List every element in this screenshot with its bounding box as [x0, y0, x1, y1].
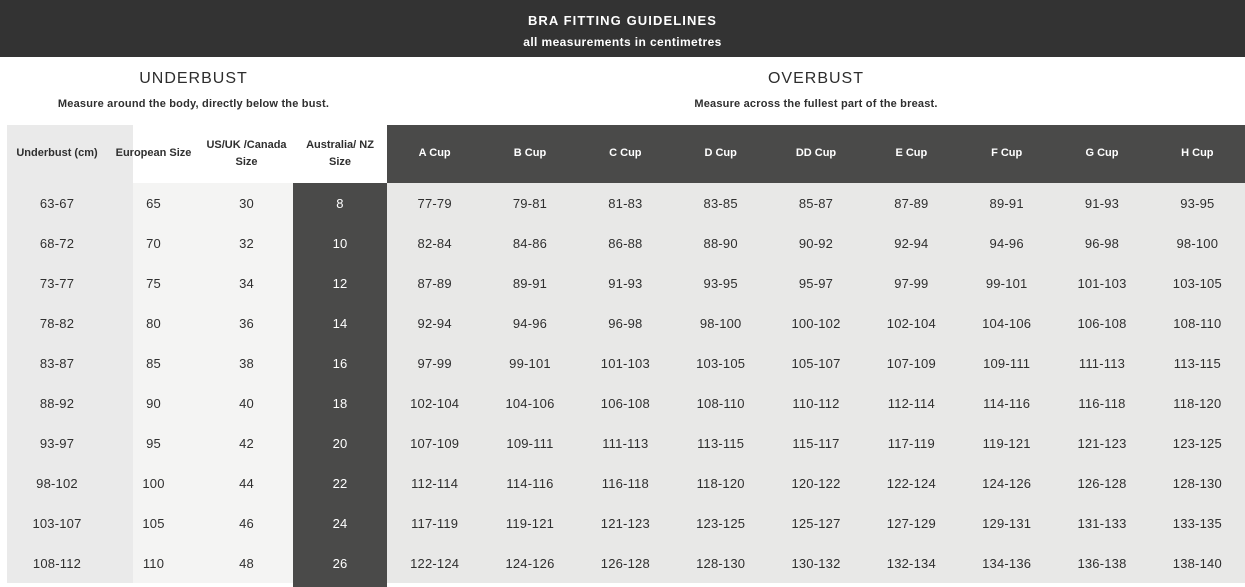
- table-cell: 97-99: [864, 263, 959, 303]
- table-cell: 131-133: [1054, 503, 1149, 543]
- table-cell: 130-132: [768, 543, 863, 583]
- table-cell: 124-126: [482, 543, 577, 583]
- column-header-label: B Cup: [513, 147, 547, 160]
- table-cell: 93-95: [1150, 183, 1245, 223]
- table-cell: 36: [200, 303, 293, 343]
- column-header-label: US/UK /Canada: [206, 138, 287, 151]
- table-bottom-spacer: [387, 583, 482, 587]
- table-cell: 107-109: [864, 343, 959, 383]
- table-cell: 116-118: [578, 463, 673, 503]
- table-cell: 97-99: [387, 343, 482, 383]
- table-cell: 133-135: [1150, 503, 1245, 543]
- column-header-f-cup: [959, 125, 1054, 183]
- column-header-dd-cup: [768, 125, 863, 183]
- table-cell: 124-126: [959, 463, 1054, 503]
- table-cell: 91-93: [1054, 183, 1149, 223]
- title-bar: [0, 0, 1245, 57]
- table-cell: 91-93: [578, 263, 673, 303]
- column-header-label: A Cup: [418, 147, 451, 160]
- column-header-label: Size: [235, 156, 258, 168]
- table-cell: 86-88: [578, 223, 673, 263]
- table-cell: 127-129: [864, 503, 959, 543]
- table-bottom-spacer: [200, 583, 293, 587]
- table-cell: 110-112: [768, 383, 863, 423]
- column-header-label: Underbust (cm): [16, 147, 98, 160]
- table-cell: 26: [293, 543, 387, 583]
- table-cell: 68-72: [7, 223, 133, 263]
- table-cell: 84-86: [482, 223, 577, 263]
- table-cell: 111-113: [1054, 343, 1149, 383]
- table-cell: 115-117: [768, 423, 863, 463]
- column-header-label: H Cup: [1181, 147, 1214, 160]
- table-cell: 138-140: [1150, 543, 1245, 583]
- table-cell: 90-92: [768, 223, 863, 263]
- table-cell: 104-106: [482, 383, 577, 423]
- column-header-us-uk-canada: [200, 125, 293, 183]
- table-cell: 20: [293, 423, 387, 463]
- column-header-b-cup: [482, 125, 577, 183]
- table-cell: 102-104: [864, 303, 959, 343]
- table-cell: 107-109: [387, 423, 482, 463]
- table-cell: 114-116: [959, 383, 1054, 423]
- column-header-label: D Cup: [704, 147, 737, 160]
- dark-column-bottom-stub: [293, 583, 387, 587]
- table-cell: 73-77: [7, 263, 133, 303]
- table-cell: 112-114: [387, 463, 482, 503]
- table-bottom-spacer: [578, 583, 673, 587]
- table-cell: 113-115: [673, 423, 768, 463]
- table-cell: 79-81: [482, 183, 577, 223]
- table-cell: 98-102: [7, 463, 133, 503]
- table-cell: 112-114: [864, 383, 959, 423]
- column-header-european-size: [115, 125, 200, 183]
- table-cell: 34: [200, 263, 293, 303]
- underbust-description: Measure around the body, directly below the bust.: [57, 98, 330, 110]
- section-underbust: [0, 57, 387, 125]
- table-cell: 108-110: [673, 383, 768, 423]
- table-cell: 98-100: [673, 303, 768, 343]
- table-cell: 134-136: [959, 543, 1054, 583]
- table-cell: 105-107: [768, 343, 863, 383]
- table-cell: 99-101: [959, 263, 1054, 303]
- table-cell: 123-125: [1150, 423, 1245, 463]
- section-overbust: [387, 57, 1245, 125]
- column-header-label: E Cup: [895, 147, 928, 160]
- table-bottom-spacer: [133, 583, 200, 587]
- column-header-label: European Size: [115, 147, 192, 160]
- table-cell: 96-98: [1054, 223, 1149, 263]
- table-cell: 93-95: [673, 263, 768, 303]
- column-header-label: G Cup: [1085, 147, 1119, 160]
- table-cell: 114-116: [482, 463, 577, 503]
- table-bottom-spacer: [7, 583, 133, 587]
- measurement-sections: [0, 57, 1245, 125]
- table-cell: 121-123: [1054, 423, 1149, 463]
- column-header-a-cup: [387, 125, 482, 183]
- column-header-e-cup: [864, 125, 959, 183]
- column-header-label: Australia/ NZ: [306, 138, 374, 151]
- table-cell: 129-131: [959, 503, 1054, 543]
- table-cell: 44: [200, 463, 293, 503]
- table-bottom-spacer: [959, 583, 1054, 587]
- column-header-c-cup: [578, 125, 673, 183]
- table-cell: 126-128: [578, 543, 673, 583]
- table-cell: 42: [200, 423, 293, 463]
- table-cell: 118-120: [1150, 383, 1245, 423]
- table-cell: 101-103: [578, 343, 673, 383]
- table-bottom-spacer: [864, 583, 959, 587]
- table-cell: 16: [293, 343, 387, 383]
- column-header-label: F Cup: [991, 147, 1023, 160]
- table-cell: 89-91: [482, 263, 577, 303]
- table-cell: 88-92: [7, 383, 133, 423]
- table-cell: 77-79: [387, 183, 482, 223]
- table-cell: 89-91: [959, 183, 1054, 223]
- table-cell: 113-115: [1150, 343, 1245, 383]
- column-header-d-cup: [673, 125, 768, 183]
- overbust-description: Measure across the fullest part of the breast.: [694, 98, 938, 110]
- column-header-australia-nz: [293, 125, 387, 183]
- table-cell: 98-100: [1150, 223, 1245, 263]
- table-cell: 48: [200, 543, 293, 583]
- table-cell: 85-87: [768, 183, 863, 223]
- column-header-label: Size: [328, 156, 351, 168]
- table-cell: 93-97: [7, 423, 133, 463]
- underbust-title: UNDERBUST: [139, 70, 248, 87]
- table-cell: 10: [293, 223, 387, 263]
- table-cell: 100-102: [768, 303, 863, 343]
- table-cell: 24: [293, 503, 387, 543]
- table-cell: 116-118: [1054, 383, 1149, 423]
- table-cell: 92-94: [864, 223, 959, 263]
- table-cell: 119-121: [482, 503, 577, 543]
- table-cell: 118-120: [673, 463, 768, 503]
- table-bottom-spacer: [1150, 583, 1245, 587]
- table-cell: 117-119: [864, 423, 959, 463]
- page-subtitle: all measurements in centimetres: [523, 35, 722, 49]
- table-cell: 87-89: [387, 263, 482, 303]
- table-cell: 128-130: [1150, 463, 1245, 503]
- table-cell: 125-127: [768, 503, 863, 543]
- table-bottom-spacer: [673, 583, 768, 587]
- table-cell: 108-110: [1150, 303, 1245, 343]
- table-cell: 87-89: [864, 183, 959, 223]
- table-cell: 8: [293, 183, 387, 223]
- table-cell: 109-111: [959, 343, 1054, 383]
- table-bottom-spacer: [482, 583, 577, 587]
- table-cell: 38: [200, 343, 293, 383]
- table-cell: 105: [133, 503, 200, 543]
- table-cell: 65: [133, 183, 200, 223]
- table-cell: 123-125: [673, 503, 768, 543]
- table-cell: 103-105: [1150, 263, 1245, 303]
- overbust-title: OVERBUST: [767, 70, 864, 87]
- table-cell: 88-90: [673, 223, 768, 263]
- table-cell: 22: [293, 463, 387, 503]
- table-cell: 82-84: [387, 223, 482, 263]
- table-cell: 18: [293, 383, 387, 423]
- table-cell: 106-108: [578, 383, 673, 423]
- table-cell: 99-101: [482, 343, 577, 383]
- table-cell: 75: [133, 263, 200, 303]
- table-cell: 85: [133, 343, 200, 383]
- table-cell: 110: [133, 543, 200, 583]
- table-cell: 92-94: [387, 303, 482, 343]
- table-cell: 117-119: [387, 503, 482, 543]
- table-cell: 95: [133, 423, 200, 463]
- column-header-label: C Cup: [609, 147, 642, 160]
- table-cell: 106-108: [1054, 303, 1149, 343]
- table-cell: 100: [133, 463, 200, 503]
- table-cell: 32: [200, 223, 293, 263]
- table-cell: 14: [293, 303, 387, 343]
- table-bottom-spacer: [1054, 583, 1149, 587]
- column-header-g-cup: [1054, 125, 1149, 183]
- column-header-label: DD Cup: [795, 147, 837, 160]
- table-cell: 12: [293, 263, 387, 303]
- table-cell: 83-87: [7, 343, 133, 383]
- table-cell: 101-103: [1054, 263, 1149, 303]
- table-cell: 78-82: [7, 303, 133, 343]
- table-bottom-spacer: [768, 583, 863, 587]
- table-cell: 103-105: [673, 343, 768, 383]
- table-cell: 132-134: [864, 543, 959, 583]
- column-header-underbust-cm: [7, 125, 133, 183]
- table-cell: 126-128: [1054, 463, 1149, 503]
- table-cell: 103-107: [7, 503, 133, 543]
- column-header-h-cup: [1150, 125, 1245, 183]
- table-cell: 122-124: [864, 463, 959, 503]
- table-cell: 109-111: [482, 423, 577, 463]
- size-table: [7, 125, 1245, 587]
- table-cell: 90: [133, 383, 200, 423]
- table-cell: 120-122: [768, 463, 863, 503]
- table-cell: 128-130: [673, 543, 768, 583]
- table-cell: 122-124: [387, 543, 482, 583]
- table-cell: 94-96: [482, 303, 577, 343]
- table-cell: 121-123: [578, 503, 673, 543]
- table-cell: 70: [133, 223, 200, 263]
- table-cell: 30: [200, 183, 293, 223]
- table-cell: 80: [133, 303, 200, 343]
- table-cell: 46: [200, 503, 293, 543]
- table-cell: 95-97: [768, 263, 863, 303]
- table-cell: 63-67: [7, 183, 133, 223]
- table-cell: 96-98: [578, 303, 673, 343]
- table-cell: 108-112: [7, 543, 133, 583]
- table-cell: 102-104: [387, 383, 482, 423]
- table-cell: 104-106: [959, 303, 1054, 343]
- page-title: BRA FITTING GUIDELINES: [527, 13, 718, 28]
- table-cell: 111-113: [578, 423, 673, 463]
- table-cell: 119-121: [959, 423, 1054, 463]
- table-cell: 136-138: [1054, 543, 1149, 583]
- table-cell: 40: [200, 383, 293, 423]
- table-cell: 81-83: [578, 183, 673, 223]
- table-cell: 83-85: [673, 183, 768, 223]
- table-cell: 94-96: [959, 223, 1054, 263]
